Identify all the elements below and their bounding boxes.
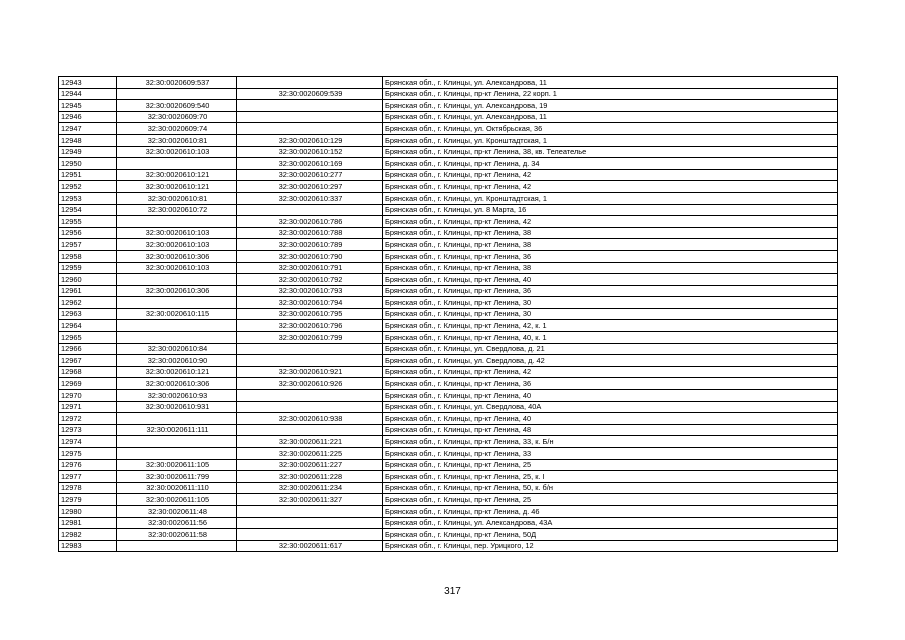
table-row <box>59 169 838 181</box>
row-number-cell: 12980 <box>59 505 117 517</box>
address-cell: Брянская обл., г. Клинцы, ул. Кронштадтская, 1 <box>383 192 838 204</box>
row-number-cell: 12981 <box>59 517 117 529</box>
building-cadastral-number-cell: 32:30:0020610:129 <box>237 134 383 146</box>
address-cell: Брянская обл., г. Клинцы, ул. 8 Марта, 16 <box>383 204 838 216</box>
table-row <box>59 181 838 193</box>
parcel-cadastral-number-cell: 32:30:0020610:81 <box>117 192 237 204</box>
table-row <box>59 332 838 344</box>
building-cadastral-number-cell: 32:30:0020610:938 <box>237 413 383 425</box>
row-number-cell: 12983 <box>59 540 117 552</box>
row-number-cell: 12958 <box>59 250 117 262</box>
row-number-cell: 12954 <box>59 204 117 216</box>
parcel-cadastral-number-cell <box>117 88 237 100</box>
parcel-cadastral-number-cell: 32:30:0020611:48 <box>117 505 237 517</box>
address-cell: Брянская обл., г. Клинцы, ул. Александрова, 43А <box>383 517 838 529</box>
row-number-cell: 12960 <box>59 274 117 286</box>
table-row <box>59 239 838 251</box>
row-number-cell: 12955 <box>59 216 117 228</box>
table-row <box>59 366 838 378</box>
row-number-cell: 12948 <box>59 134 117 146</box>
address-cell: Брянская обл., г. Клинцы, пр-кт Ленина, 25 <box>383 494 838 506</box>
table-row <box>59 378 838 390</box>
building-cadastral-number-cell: 32:30:0020610:337 <box>237 192 383 204</box>
building-cadastral-number-cell: 32:30:0020611:234 <box>237 482 383 494</box>
parcel-cadastral-number-cell: 32:30:0020611:56 <box>117 517 237 529</box>
address-cell: Брянская обл., г. Клинцы, пр-кт Ленина, 42 <box>383 169 838 181</box>
cadastral-register-table <box>58 76 838 552</box>
address-cell: Брянская обл., г. Клинцы, ул. Октябрьская, 36 <box>383 123 838 135</box>
parcel-cadastral-number-cell <box>117 540 237 552</box>
table-row <box>59 401 838 413</box>
row-number-cell: 12956 <box>59 227 117 239</box>
parcel-cadastral-number-cell: 32:30:0020609:70 <box>117 111 237 123</box>
address-cell: Брянская обл., г. Клинцы, пр-кт Ленина, 38 <box>383 262 838 274</box>
address-cell: Брянская обл., г. Клинцы, ул. Александрова, 19 <box>383 100 838 112</box>
table-row <box>59 320 838 332</box>
building-cadastral-number-cell <box>237 424 383 436</box>
parcel-cadastral-number-cell <box>117 274 237 286</box>
building-cadastral-number-cell: 32:30:0020611:225 <box>237 448 383 460</box>
table-row <box>59 146 838 158</box>
building-cadastral-number-cell: 32:30:0020610:789 <box>237 239 383 251</box>
row-number-cell: 12945 <box>59 100 117 112</box>
building-cadastral-number-cell <box>237 505 383 517</box>
address-cell: Брянская обл., г. Клинцы, ул. Свердлова, д. 42 <box>383 355 838 367</box>
row-number-cell: 12949 <box>59 146 117 158</box>
table-row <box>59 448 838 460</box>
row-number-cell: 12953 <box>59 192 117 204</box>
address-cell: Брянская обл., г. Клинцы, пр-кт Ленина, 42 <box>383 181 838 193</box>
building-cadastral-number-cell: 32:30:0020611:327 <box>237 494 383 506</box>
parcel-cadastral-number-cell: 32:30:0020610:306 <box>117 285 237 297</box>
address-cell: Брянская обл., г. Клинцы, пр-кт Ленина, 42 <box>383 366 838 378</box>
parcel-cadastral-number-cell: 32:30:0020610:306 <box>117 250 237 262</box>
parcel-cadastral-number-cell <box>117 320 237 332</box>
row-number-cell: 12964 <box>59 320 117 332</box>
address-cell: Брянская обл., г. Клинцы, пр-кт Ленина, 50, к. б/н <box>383 482 838 494</box>
row-number-cell: 12967 <box>59 355 117 367</box>
row-number-cell: 12977 <box>59 471 117 483</box>
address-cell: Брянская обл., г. Клинцы, пр-кт Ленина, 42 <box>383 216 838 228</box>
table-row <box>59 436 838 448</box>
building-cadastral-number-cell: 32:30:0020610:796 <box>237 320 383 332</box>
parcel-cadastral-number-cell: 32:30:0020610:121 <box>117 169 237 181</box>
parcel-cadastral-number-cell: 32:30:0020610:84 <box>117 343 237 355</box>
table-row <box>59 482 838 494</box>
row-number-cell: 12943 <box>59 77 117 89</box>
address-cell: Брянская обл., г. Клинцы, пр-кт Ленина, 25, к. I <box>383 471 838 483</box>
building-cadastral-number-cell: 32:30:0020610:169 <box>237 158 383 170</box>
row-number-cell: 12974 <box>59 436 117 448</box>
address-cell: Брянская обл., г. Клинцы, пр-кт Ленина, 40 <box>383 274 838 286</box>
row-number-cell: 12976 <box>59 459 117 471</box>
parcel-cadastral-number-cell: 32:30:0020609:537 <box>117 77 237 89</box>
parcel-cadastral-number-cell: 32:30:0020610:103 <box>117 227 237 239</box>
building-cadastral-number-cell: 32:30:0020610:795 <box>237 308 383 320</box>
parcel-cadastral-number-cell: 32:30:0020610:121 <box>117 366 237 378</box>
table-row <box>59 216 838 228</box>
building-cadastral-number-cell: 32:30:0020610:793 <box>237 285 383 297</box>
row-number-cell: 12961 <box>59 285 117 297</box>
table-row <box>59 471 838 483</box>
building-cadastral-number-cell <box>237 517 383 529</box>
row-number-cell: 12952 <box>59 181 117 193</box>
table-row <box>59 227 838 239</box>
building-cadastral-number-cell: 32:30:0020611:228 <box>237 471 383 483</box>
building-cadastral-number-cell: 32:30:0020610:799 <box>237 332 383 344</box>
parcel-cadastral-number-cell <box>117 413 237 425</box>
address-cell: Брянская обл., г. Клинцы, пр-кт Ленина, 33, к. Б/н <box>383 436 838 448</box>
building-cadastral-number-cell <box>237 529 383 541</box>
parcel-cadastral-number-cell: 32:30:0020609:540 <box>117 100 237 112</box>
building-cadastral-number-cell: 32:30:0020610:786 <box>237 216 383 228</box>
address-cell: Брянская обл., г. Клинцы, пр-кт Ленина, 40, к. 1 <box>383 332 838 344</box>
row-number-cell: 12973 <box>59 424 117 436</box>
table-row <box>59 505 838 517</box>
row-number-cell: 12966 <box>59 343 117 355</box>
table-row <box>59 111 838 123</box>
building-cadastral-number-cell: 32:30:0020610:297 <box>237 181 383 193</box>
building-cadastral-number-cell: 32:30:0020610:277 <box>237 169 383 181</box>
parcel-cadastral-number-cell: 32:30:0020610:115 <box>117 308 237 320</box>
table-row <box>59 158 838 170</box>
table-row <box>59 494 838 506</box>
building-cadastral-number-cell: 32:30:0020610:792 <box>237 274 383 286</box>
address-cell: Брянская обл., г. Клинцы, пр-кт Ленина, 33 <box>383 448 838 460</box>
table-row <box>59 355 838 367</box>
building-cadastral-number-cell: 32:30:0020610:788 <box>237 227 383 239</box>
table-row <box>59 424 838 436</box>
address-cell: Брянская обл., г. Клинцы, пр-кт Ленина, 42, к. 1 <box>383 320 838 332</box>
row-number-cell: 12971 <box>59 401 117 413</box>
parcel-cadastral-number-cell: 32:30:0020611:105 <box>117 459 237 471</box>
parcel-cadastral-number-cell: 32:30:0020609:74 <box>117 123 237 135</box>
parcel-cadastral-number-cell <box>117 436 237 448</box>
table-row <box>59 123 838 135</box>
parcel-cadastral-number-cell: 32:30:0020610:93 <box>117 390 237 402</box>
address-cell: Брянская обл., г. Клинцы, пр-кт Ленина, 38 <box>383 239 838 251</box>
table-row <box>59 297 838 309</box>
building-cadastral-number-cell: 32:30:0020609:539 <box>237 88 383 100</box>
parcel-cadastral-number-cell: 32:30:0020610:72 <box>117 204 237 216</box>
parcel-cadastral-number-cell <box>117 448 237 460</box>
parcel-cadastral-number-cell: 32:30:0020610:306 <box>117 378 237 390</box>
table-row <box>59 77 838 89</box>
table-row <box>59 250 838 262</box>
row-number-cell: 12972 <box>59 413 117 425</box>
parcel-cadastral-number-cell <box>117 158 237 170</box>
row-number-cell: 12978 <box>59 482 117 494</box>
parcel-cadastral-number-cell: 32:30:0020611:799 <box>117 471 237 483</box>
parcel-cadastral-number-cell: 32:30:0020610:103 <box>117 262 237 274</box>
table-row <box>59 274 838 286</box>
table-row <box>59 100 838 112</box>
row-number-cell: 12959 <box>59 262 117 274</box>
building-cadastral-number-cell <box>237 204 383 216</box>
row-number-cell: 12950 <box>59 158 117 170</box>
address-cell: Брянская обл., г. Клинцы, пр-кт Ленина, 48 <box>383 424 838 436</box>
parcel-cadastral-number-cell: 32:30:0020610:90 <box>117 355 237 367</box>
building-cadastral-number-cell: 32:30:0020610:926 <box>237 378 383 390</box>
row-number-cell: 12979 <box>59 494 117 506</box>
parcel-cadastral-number-cell <box>117 216 237 228</box>
parcel-cadastral-number-cell: 32:30:0020610:931 <box>117 401 237 413</box>
building-cadastral-number-cell <box>237 390 383 402</box>
row-number-cell: 12957 <box>59 239 117 251</box>
parcel-cadastral-number-cell: 32:30:0020611:105 <box>117 494 237 506</box>
building-cadastral-number-cell: 32:30:0020611:221 <box>237 436 383 448</box>
address-cell: Брянская обл., г. Клинцы, пр-кт Ленина, 38, кв. Телеателье <box>383 146 838 158</box>
parcel-cadastral-number-cell: 32:30:0020611:58 <box>117 529 237 541</box>
building-cadastral-number-cell: 32:30:0020611:227 <box>237 459 383 471</box>
address-cell: Брянская обл., г. Клинцы, пр-кт Ленина, 25 <box>383 459 838 471</box>
building-cadastral-number-cell: 32:30:0020611:617 <box>237 540 383 552</box>
row-number-cell: 12963 <box>59 308 117 320</box>
building-cadastral-number-cell: 32:30:0020610:791 <box>237 262 383 274</box>
table-row <box>59 343 838 355</box>
table-row <box>59 204 838 216</box>
table-row <box>59 390 838 402</box>
address-cell: Брянская обл., г. Клинцы, пр-кт Ленина, 38 <box>383 227 838 239</box>
address-cell: Брянская обл., г. Клинцы, пр-кт Ленина, 36 <box>383 250 838 262</box>
building-cadastral-number-cell <box>237 123 383 135</box>
address-cell: Брянская обл., г. Клинцы, пр-кт Ленина, 30 <box>383 297 838 309</box>
address-cell: Брянская обл., г. Клинцы, пр-кт Ленина, д. 46 <box>383 505 838 517</box>
building-cadastral-number-cell <box>237 355 383 367</box>
building-cadastral-number-cell <box>237 343 383 355</box>
parcel-cadastral-number-cell: 32:30:0020611:111 <box>117 424 237 436</box>
address-cell: Брянская обл., г. Клинцы, пер. Урицкого, 12 <box>383 540 838 552</box>
table-row <box>59 540 838 552</box>
parcel-cadastral-number-cell: 32:30:0020610:103 <box>117 239 237 251</box>
address-cell: Брянская обл., г. Клинцы, ул. Кронштадтская, 1 <box>383 134 838 146</box>
row-number-cell: 12975 <box>59 448 117 460</box>
address-cell: Брянская обл., г. Клинцы, ул. Александрова, 11 <box>383 77 838 89</box>
row-number-cell: 12965 <box>59 332 117 344</box>
table-row <box>59 192 838 204</box>
address-cell: Брянская обл., г. Клинцы, пр-кт Ленина, 22 корп. 1 <box>383 88 838 100</box>
building-cadastral-number-cell <box>237 401 383 413</box>
parcel-cadastral-number-cell: 32:30:0020611:110 <box>117 482 237 494</box>
row-number-cell: 12951 <box>59 169 117 181</box>
row-number-cell: 12947 <box>59 123 117 135</box>
address-cell: Брянская обл., г. Клинцы, ул. Свердлова, 40А <box>383 401 838 413</box>
parcel-cadastral-number-cell <box>117 297 237 309</box>
parcel-cadastral-number-cell: 32:30:0020610:81 <box>117 134 237 146</box>
address-cell: Брянская обл., г. Клинцы, пр-кт Ленина, 40 <box>383 390 838 402</box>
parcel-cadastral-number-cell <box>117 332 237 344</box>
row-number-cell: 12970 <box>59 390 117 402</box>
table-row <box>59 262 838 274</box>
building-cadastral-number-cell: 32:30:0020610:152 <box>237 146 383 158</box>
building-cadastral-number-cell: 32:30:0020610:921 <box>237 366 383 378</box>
row-number-cell: 12962 <box>59 297 117 309</box>
address-cell: Брянская обл., г. Клинцы, пр-кт Ленина, 36 <box>383 378 838 390</box>
building-cadastral-number-cell: 32:30:0020610:790 <box>237 250 383 262</box>
table-row <box>59 134 838 146</box>
building-cadastral-number-cell <box>237 100 383 112</box>
address-cell: Брянская обл., г. Клинцы, пр-кт Ленина, 36 <box>383 285 838 297</box>
row-number-cell: 12969 <box>59 378 117 390</box>
address-cell: Брянская обл., г. Клинцы, ул. Александрова, 11 <box>383 111 838 123</box>
address-cell: Брянская обл., г. Клинцы, ул. Свердлова, д. 21 <box>383 343 838 355</box>
row-number-cell: 12982 <box>59 529 117 541</box>
address-cell: Брянская обл., г. Клинцы, пр-кт Ленина, 40 <box>383 413 838 425</box>
table-row <box>59 529 838 541</box>
address-cell: Брянская обл., г. Клинцы, пр-кт Ленина, д. 34 <box>383 158 838 170</box>
address-cell: Брянская обл., г. Клинцы, пр-кт Ленина, 50Д <box>383 529 838 541</box>
page-number: 317 <box>444 586 461 597</box>
parcel-cadastral-number-cell: 32:30:0020610:103 <box>117 146 237 158</box>
row-number-cell: 12946 <box>59 111 117 123</box>
row-number-cell: 12944 <box>59 88 117 100</box>
table-row <box>59 459 838 471</box>
row-number-cell: 12968 <box>59 366 117 378</box>
table-row <box>59 285 838 297</box>
parcel-cadastral-number-cell: 32:30:0020610:121 <box>117 181 237 193</box>
building-cadastral-number-cell: 32:30:0020610:794 <box>237 297 383 309</box>
building-cadastral-number-cell <box>237 111 383 123</box>
table-row <box>59 517 838 529</box>
table-row <box>59 308 838 320</box>
building-cadastral-number-cell <box>237 77 383 89</box>
table-body <box>59 77 838 552</box>
table-row <box>59 88 838 100</box>
table-row <box>59 413 838 425</box>
address-cell: Брянская обл., г. Клинцы, пр-кт Ленина, 30 <box>383 308 838 320</box>
